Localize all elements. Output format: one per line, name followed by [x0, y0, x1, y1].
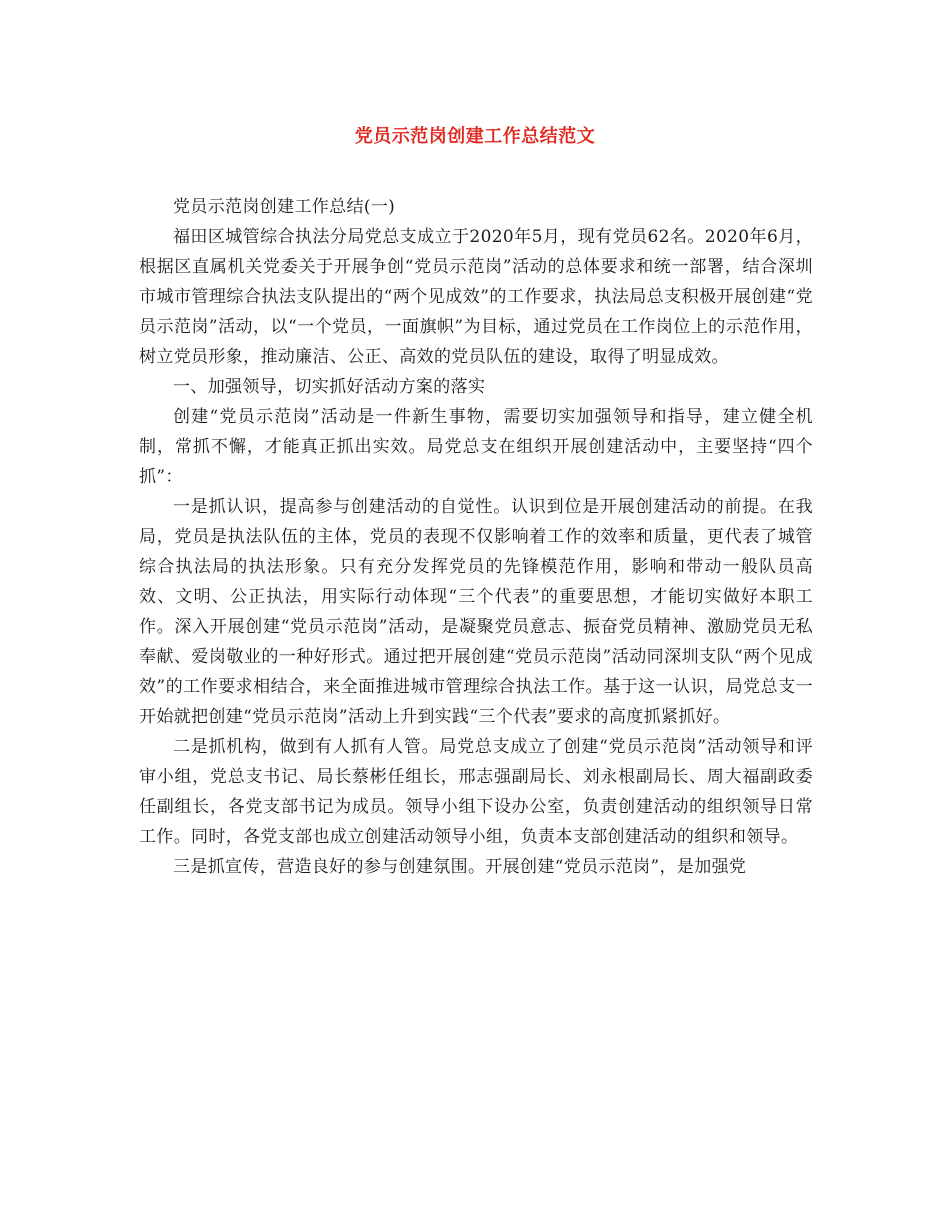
document-title: 党员示范岗创建工作总结范文	[354, 126, 596, 147]
subtitle-paragraph: 党员示范岗创建工作总结(一)	[173, 197, 396, 217]
section-heading: 一、加强领导，切实抓好活动方案的落实	[173, 377, 486, 397]
intro-paragraph: 福田区城管综合执法分局党总支成立于2020年5月，现有党员62名。2020年6月，根据区直属机关党委关于开展争创“党员示范岗”活动的总体要求和统一部署，结合深圳市城市管理综合执法支队提出的“两个见成效”的工作要求，执法局总支积极开展创建“党员示范岗”活动，以“一个党员，一面旗帜”为目标，通过党员在工作岗位上的示范作用，树立党员形象，推动廉洁、公正、高效的党员队伍的建设，取得了明显成效。	[139, 227, 813, 367]
document-body	[139, 192, 813, 882]
body-paragraph: 创建“党员示范岗”活动是一件新生事物，需要切实加强领导和指导，建立健全机制，常抓不懈，才能真正抓出实效。局党总支在组织开展创建活动中，主要坚持“四个抓”：	[139, 407, 813, 487]
body-paragraph: 一是抓认识，提高参与创建活动的自觉性。认识到位是开展创建活动的前提。在我局，党员是执法队伍的主体，党员的表现不仅影响着工作的效率和质量，更代表了城管综合执法局的执法形象。只有充分发挥党员的先锋模范作用，影响和带动一般队员高效、文明、公正执法，用实际行动体现“三个代表”的重要思想，才能切实做好本职工作。深入开展创建“党员示范岗”活动，是凝聚党员意志、振奋党员精神、激励党员无私奉献、爱岗敬业的一种好形式。通过把开展创建“党员示范岗”活动同深圳支队“两个见成效”的工作要求相结合，来全面推进城市管理综合执法工作。基于这一认识，局党总支一开始就把创建“党员示范岗”活动上升到实践“三个代表”要求的高度抓紧抓好。	[139, 497, 813, 727]
body-paragraph: 三是抓宣传，营造良好的参与创建氛围。开展创建“党员示范岗”，是加强党	[173, 857, 747, 877]
body-paragraph: 二是抓机构，做到有人抓有人管。局党总支成立了创建“党员示范岗”活动领导和评审小组，党总支书记、局长蔡彬任组长，邢志强副局长、刘永根副局长、周大福副政委任副组长，各党支部书记为成员。领导小组下设办公室，负责创建活动的组织领导日常工作。同时，各党支部也成立创建活动领导小组，负责本支部创建活动的组织和领导。	[139, 737, 813, 847]
